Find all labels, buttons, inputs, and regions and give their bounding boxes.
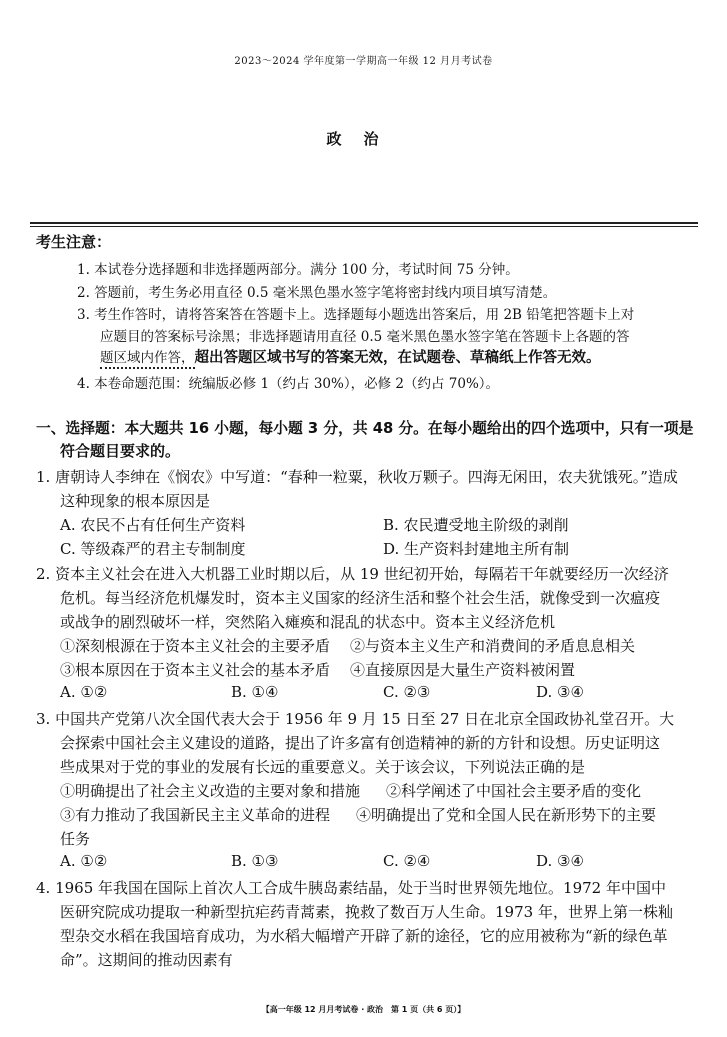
question-2-option-b: B. ①④ [231,683,279,701]
notice-item-3-line-2: 应题目的答案标号涂黑；非选择题请用直径 0.5 毫米黑色墨水签字笔在答题卡上各题的答 [100,329,630,345]
question-2-option-a: A. ①② [60,683,108,701]
header-divider-thick [30,222,698,224]
question-2-stem-line-3: 或战争的剧烈破坏一样，突然陷入瘫痪和混乱的状态中。资本主义经济危机 [60,613,556,631]
question-1-option-b: B. 农民遭受地主阶级的剥削 [383,516,569,534]
question-1-option-a: A. 农民不占有任何生产资料 [60,516,246,534]
question-4-stem-line-2: 医研究院成功提取一种新型抗疟药青蒿素，挽救了数百万人生命。1973 年，世界上第一株籼 [60,903,673,921]
notice-item-3-emphasis: 超出答题区域书写的答案无效，在试题卷、草稿纸上作答无效。 [194,350,601,366]
question-3-statement-4-cont: 任务 [60,830,91,848]
notice-item-1: 1. 本试卷分选择题和非选择题两部分。满分 100 分，考试时间 75 分钟。 [77,262,519,278]
notice-item-3-line-3 [100,346,601,367]
section-1-heading-cont: 符合题目要求的。 [60,442,181,460]
question-3-option-c: C. ②④ [383,852,431,870]
question-2-stem-line-1: 2. 资本主义社会在进入大机器工业时期以后，从 19 世纪初开始，每隔若干年就要经历一次经济 [36,565,669,583]
question-4-stem-line-3: 型杂交水稻在我国培育成功，为水稻大幅增产开辟了新的途径，它的应用被称为“新的绿色革 [60,927,668,945]
notice-item-3-dotted-text: 题区域内作答， [100,350,195,369]
question-1-option-d: D. 生产资料封建地主所有制 [383,540,570,558]
question-3-stem-line-2: 会探索中国社会主义建设的道路，提出了许多富有创造精神的新的方针和设想。历史证明这 [60,734,661,752]
question-2-statement-2: ②与资本主义生产和消费间的矛盾息息相关 [350,637,636,655]
question-3-statement-2: ②科学阐述了中国社会主要矛盾的变化 [386,782,642,800]
section-1-heading: 一、选择题：本大题共 16 小题，每小题 3 分，共 48 分。在每小题给出的四个选项中，只有一项是 [36,420,694,437]
question-2-stem-line-2: 危机。每当经济危机爆发时，资本主义国家的经济生活和整个社会生活，就像受到一次瘟疫 [60,589,661,607]
question-2-statement-3: ③根本原因在于资本主义社会的基本矛盾 [60,661,331,679]
question-2-statement-1: ①深刻根源在于资本主义社会的主要矛盾 [60,637,331,655]
question-4-stem-line-1: 4. 1965 年我国在国际上首次人工合成牛胰岛素结晶，处于当时世界领先地位。1972 年中国中 [36,879,666,897]
header-divider-thin [30,226,698,227]
notice-heading: 考生注意： [36,233,112,251]
subject-title: 政治 [326,130,401,148]
notice-item-2: 2. 答题前，考生务必用直径 0.5 毫米黑色墨水签字笔将密封线内项目填写清楚。 [77,285,557,301]
question-3-option-b: B. ①③ [231,852,279,870]
question-1-option-c: C. 等级森严的君主专制制度 [60,540,246,558]
question-3-statement-3: ③有力推动了我国新民主主义革命的进程 [60,806,331,824]
question-3-statement-1: ①明确提出了社会主义改造的主要对象和措施 [60,782,361,800]
question-4-stem-line-4: 命”。这期间的推动因素有 [60,951,233,969]
notice-item-4: 4. 本卷命题范围：统编版必修 1（约占 30%），必修 2（约占 70%）。 [77,376,500,392]
notice-item-3-line-1: 3. 考生作答时，请将答案答在答题卡上。选择题每小题选出答案后，用 2B 铅笔把答题卡上对 [77,307,635,323]
question-3-stem-line-3: 些成果对于党的事业的发展有长远的重要意义。关于该会议，下列说法正确的是 [60,758,586,776]
question-3-statement-4: ④明确提出了党和全国人民在新形势下的主要 [356,806,657,824]
question-3-option-d: D. ③④ [536,852,584,870]
question-3-stem-line-1: 3. 中国共产党第八次全国代表大会于 1956 年 9 月 15 日至 27 日在北京全国政协礼堂召开。大 [36,710,675,728]
question-3-option-a: A. ①② [60,852,108,870]
question-2-option-c: C. ②③ [383,683,431,701]
question-1-stem-line-1: 1. 唐朝诗人李绅在《悯农》中写道：“春种一粒粟，秋收万颗子。四海无闲田，农夫犹饿死。”造成 [36,468,678,486]
exam-title: 2023～2024 学年度第一学期高一年级 12 月月考试卷 [234,56,493,67]
page-footer: 【高一年级 12 月月考试卷 · 政治 第 1 页（共 6 页）】 [261,1005,466,1014]
question-2-statement-4: ④直接原因是大量生产资料被闲置 [350,661,576,679]
question-1-stem-line-2: 这种现象的根本原因是 [60,492,211,510]
question-2-option-d: D. ③④ [536,683,584,701]
